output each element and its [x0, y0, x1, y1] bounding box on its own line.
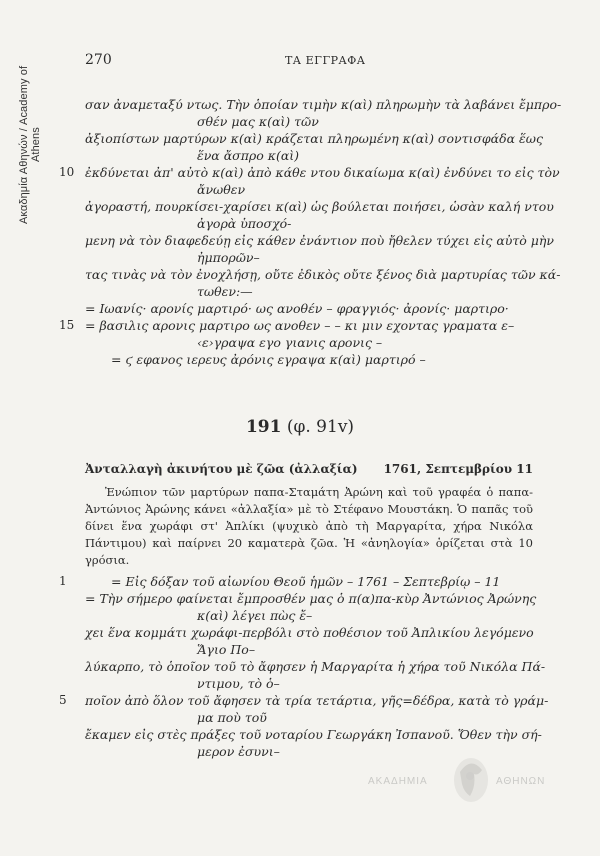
page-number: 270 — [85, 52, 112, 68]
line-number: 5 — [59, 693, 67, 707]
text-line: 1 = Εἰς δόξαν τοῦ αἰωνίου Θεοῦ ἡμῶν – 1761 – Σεπτεβρίῳ – 11 — [59, 574, 501, 589]
document-heading — [0, 417, 600, 437]
text-line: ‹ε›γραψα εγο γιανις αρονις – — [197, 335, 383, 350]
text-line: = ϛ εφανος ιερευς ἀρόνις εγραψα κ(αὶ) μαρτιρό – — [111, 352, 426, 367]
text-line: ἀξιοπίστων μαρτύρων κ(αὶ) κράζεται πληρωμένη κ(αὶ) σοντισφάδα ἕως — [85, 131, 543, 146]
line-number: 15 — [59, 318, 75, 332]
text-line: ἔκαμεν εἰς στὲς πράξες τοῦ νοταρίου Γεωργάκη Ἰσπανοῦ. Ὅθεν τὴν σή- — [85, 727, 542, 742]
text-line: κ(αὶ) λέγει πὼς ἔ– — [197, 608, 313, 623]
text-line: μενη νὰ τὸν διαφεδεύῃ εἰς κάθεν ἐνάντιον ποὺ ἤθελεν τύχει εἰς αὐτὸ μὴν — [85, 233, 554, 248]
previous-document-text — [59, 96, 562, 368]
text-line: λύκαρπο, τὸ ὁποῖον τοῦ τὸ ἄφησεν ἡ Μαργαρίτα ἡ χήρα τοῦ Νικόλα Πά- — [85, 659, 546, 674]
text-line: 15 = βασιλις αρονις μαρτιρο ως ανοθεν – – κι μιν εχοντας γραματα ε– — [59, 318, 515, 333]
document-summary — [85, 484, 533, 569]
text-line: χει ἕνα κομμάτι χωράφι-περβόλι στὸ ποθέσιον τοῦ Ἀπλικίου λεγόμενο — [85, 625, 534, 640]
text-line: Ἅγιο Πο– — [197, 642, 256, 657]
text-line: ἄνωθεν — [197, 182, 246, 197]
document-title: Ἀνταλλαγὴ ἀκινήτου μὲ ζῶα (ἀλλαξία) — [85, 462, 358, 476]
athena-seal-icon — [450, 752, 492, 804]
document-folio: (φ. 91v) — [286, 417, 355, 437]
document-regest-header — [85, 462, 545, 480]
text-line: τας τινὰς νὰ τὸν ἐνοχλήσῃ, οὔτε ἐδικὸς οὔτε ξένος διὰ μαρτυρίας τῶν κά- — [85, 267, 561, 282]
text-line: = Ιωανίς· αρονίς μαρτιρό· ως ανοθέν – φραγγιός· ἀρονίς· μαρτιρο· — [85, 301, 509, 316]
text-line: ἕνα ἄσπρο κ(αὶ) — [197, 148, 300, 163]
archive-side-label: Ακαδημία Αθηνών / Academy of Athens — [18, 65, 42, 225]
text-line: σαν ἀναμεταξύ ντως. Τὴν ὁποίαν τιμὴν κ(αὶ) πληρωμὴν τὰ λαβάνει ἔμπρο- — [85, 97, 562, 112]
text-line: μα ποὺ τοῦ — [197, 710, 267, 725]
document-date: 1761, Σεπτεμβρίου 11 — [383, 462, 533, 476]
page-header — [85, 52, 540, 72]
text-line: ντιμου, τὸ ὁ– — [197, 676, 280, 691]
text-line: 5 ποῖον ἀπὸ ὅλον τοῦ ἄφησεν τὰ τρία τετάρτια, γῆς=δέδρα, κατὰ τὸ γράμ- — [59, 693, 549, 708]
text-line: 10 ἐκδύνεται ἀπ' αὐτὸ κ(αὶ) ἀπὸ κάθε ντου δικαίωμα κ(αὶ) ἐνδύνει το εἰς τὸν — [59, 165, 560, 180]
document-text — [59, 573, 549, 760]
text-line: ἀγορὰ ὑποσχό- — [197, 216, 292, 231]
running-title: ΤΑ ΕΓΓΡΑΦΑ — [285, 54, 366, 67]
text-line: τωθεν:— — [197, 284, 253, 299]
summary-paragraph: Ἐνώπιον τῶν μαρτύρων παπα-Σταμάτη Ἀρώνη καὶ τοῦ γραφέα ὁ παπα-Ἀντώνιος Ἀρώνης κάνει «ἀλλαξία» μὲ τὸ Στέφανο Μουστάκη. Ὁ παπᾶς τοῦ δίνει ἕνα χωράφι στ' Ἀπλίκι (ψυχικὸ ἀπὸ τὴ Μαργαρίτα, χήρα Νικόλα Πάντιμου) καὶ παίρνει 20 καματερὰ ζῶα. Ἡ «ἀνηλογία» ὁρίζεται στὰ 10 γρόσια. — [85, 485, 533, 567]
academy-watermark — [368, 750, 568, 810]
watermark-text-right: ΑΘΗΝΩΝ — [496, 776, 546, 787]
line-number: 1 — [59, 574, 67, 588]
text-line: = Τὴν σήμερο φαίνεται ἔμπροσθέν μας ὁ π(α)πα-κὺρ Ἀντώνιος Ἀρώνης — [85, 591, 537, 606]
line-number: 10 — [59, 165, 75, 179]
text-line: σθέν μας κ(αὶ) τῶν — [197, 114, 319, 129]
text-line: ἀγοραστή, πουρκίσει-χαρίσει κ(αὶ) ὡς βούλεται ποιήσει, ὡσὰν καλή ντου — [85, 199, 554, 214]
text-line: ἠμπορῶν– — [197, 250, 260, 265]
text-line: μερον ἐσυνι– — [197, 744, 280, 759]
watermark-text-left: ΑΚΑΔΗΜΙΑ — [368, 776, 428, 787]
document-number: 191 — [245, 417, 282, 437]
